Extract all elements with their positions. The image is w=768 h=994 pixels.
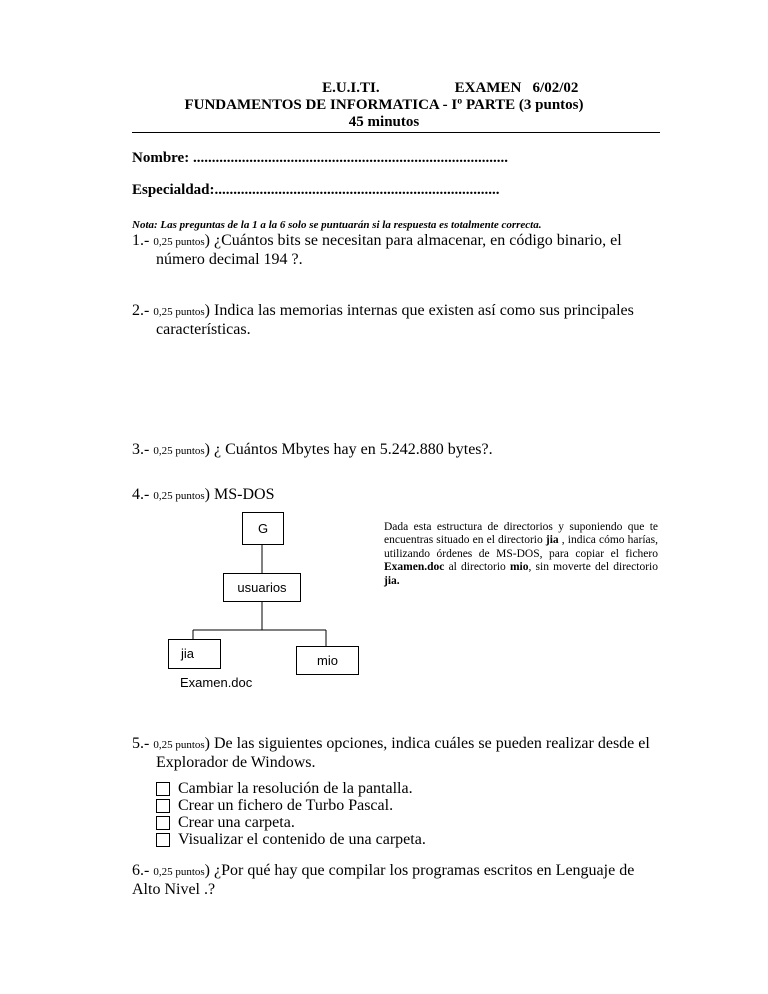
exam-date: 6/02/02	[532, 80, 579, 96]
option-3	[156, 814, 295, 832]
option-checkbox[interactable]	[156, 833, 170, 847]
tree-file-examen: Examen.doc	[180, 675, 253, 690]
option-checkbox[interactable]	[156, 782, 170, 796]
question-text: MS-DOS	[214, 486, 275, 503]
ms-dos-instructions	[384, 521, 658, 588]
question-5: 5.- 0,25 puntos) De las siguientes opciones, indica cuáles se pueden realizar desde el Explorador de Windows.	[132, 735, 662, 772]
header-rule	[132, 132, 660, 133]
question-text-cont: número decimal 194 ?.	[156, 251, 303, 268]
question-points: 0,25 puntos	[153, 490, 205, 502]
exam-subject: FUNDAMENTOS DE INFORMATICA - Iº PARTE (3 puntos)	[184, 97, 584, 113]
exam-header-line1	[0, 80, 768, 97]
question-text: Indica las memorias internas que existen así como sus principales	[214, 302, 634, 319]
option-label: Crear una carpeta.	[178, 814, 295, 831]
question-4: 4.- 0,25 puntos) MS-DOS	[132, 486, 275, 503]
question-text: ¿ Cuántos Mbytes hay en 5.242.880 bytes?.	[214, 441, 493, 458]
question-3: 3.- 0,25 puntos) ¿ Cuántos Mbytes hay en 5.242.880 bytes?.	[132, 441, 493, 458]
note-bold: jia.	[384, 574, 400, 587]
specialty-field: Especialdad:............................................................................	[132, 182, 500, 198]
question-text: ¿Por qué hay que compilar los programas escritos en Lenguaje de	[214, 862, 635, 879]
question-number: 4.-	[132, 486, 154, 503]
question-text: ¿Cuántos bits se necesitan para almacenar, en código binario, el	[214, 232, 622, 249]
question-1: 1.- 0,25 puntos) ¿Cuántos bits se necesitan para almacenar, en código binario, el número decimal 194 ?.	[132, 232, 652, 269]
name-field: Nombre: ....................................................................................	[132, 150, 508, 166]
option-checkbox[interactable]	[156, 799, 170, 813]
question-number: 6.-	[132, 862, 154, 879]
question-text-cont: Explorador de Windows.	[156, 754, 316, 771]
note-part: , sin moverte del directorio	[528, 561, 658, 574]
option-1	[156, 780, 413, 798]
note-text: Nota: Las preguntas de la 1 a la 6 solo se puntuarán si la respuesta es totalmente correcta.	[132, 219, 542, 231]
question-number: 2.-	[132, 302, 154, 319]
question-6: 6.- 0,25 puntos) ¿Por qué hay que compilar los programas escritos en Lenguaje de Alto Nivel .?	[132, 862, 662, 899]
question-2: 2.- 0,25 puntos) Indica las memorias internas que existen así como sus principales características.	[132, 302, 652, 339]
question-text-cont: características.	[156, 321, 251, 338]
question-number: 1.-	[132, 232, 154, 249]
school-code: E.U.I.TI.	[322, 80, 380, 96]
note-part: Dada esta estructura de directorios y suponiendo que te encuentras situado en el directorio	[384, 521, 658, 547]
exam-label: EXAMEN	[454, 80, 522, 96]
tree-node-mio: mio	[296, 646, 359, 675]
question-points: 0,25 puntos	[153, 739, 205, 751]
note-part: , indica cómo harías, utilizando órdenes de MS-DOS, para copiar el fichero	[384, 534, 659, 560]
tree-node-usuarios: usuarios	[223, 573, 301, 602]
note-bold: Examen.doc	[384, 561, 445, 574]
question-number: 5.-	[132, 735, 154, 752]
question-text-cont: Alto Nivel .?	[132, 881, 216, 898]
exam-duration: 45 minutos	[348, 114, 420, 130]
note-bold: jia	[545, 534, 559, 547]
option-label: Visualizar el contenido de una carpeta.	[178, 831, 426, 848]
question-points: 0,25 puntos	[153, 236, 205, 248]
question-points: 0,25 puntos	[153, 445, 205, 457]
question-points: 0,25 puntos	[153, 866, 205, 878]
note-bold: mio	[509, 561, 529, 574]
option-4	[156, 831, 426, 849]
question-points: 0,25 puntos	[153, 306, 205, 318]
option-label: Cambiar la resolución de la pantalla.	[178, 780, 413, 797]
option-checkbox[interactable]	[156, 816, 170, 830]
tree-node-jia: jia	[168, 639, 221, 669]
tree-node-root: G	[242, 512, 284, 545]
note-part: al directorio	[444, 561, 510, 574]
question-number: 3.-	[132, 441, 154, 458]
option-2	[156, 797, 393, 815]
option-label: Crear un fichero de Turbo Pascal.	[178, 797, 394, 814]
question-text: De las siguientes opciones, indica cuáles se pueden realizar desde el	[214, 735, 650, 752]
